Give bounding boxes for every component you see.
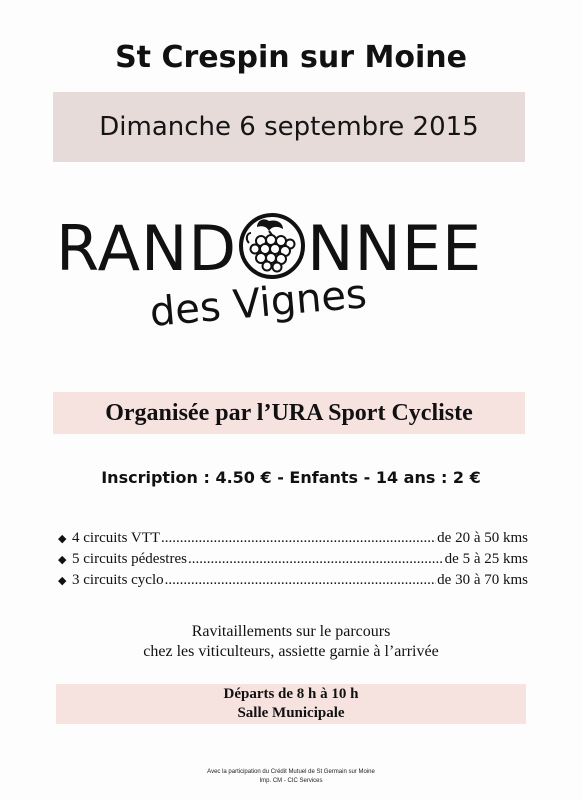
diamond-bullet-icon: ◆ — [58, 533, 67, 545]
list-item — [58, 530, 528, 551]
list-item — [58, 551, 528, 572]
diamond-bullet-icon: ◆ — [58, 575, 67, 587]
title-left: RAND — [56, 211, 238, 285]
dot-leader — [165, 572, 437, 589]
event-date: Dimanche 6 septembre 2015 — [99, 112, 479, 142]
dot-leader — [161, 530, 436, 547]
departure-banner — [56, 684, 526, 724]
event-title — [56, 205, 526, 285]
circuit-label: 3 circuits cyclo — [72, 572, 164, 588]
list-item — [58, 572, 528, 593]
circuit-range: de 20 à 50 kms — [437, 530, 528, 546]
departure-venue: Salle Municipale — [237, 705, 345, 721]
supply-line-2: chez les viticulteurs, assiette garnie à l’arrivée — [143, 643, 439, 660]
town-heading: St Crespin sur Moine — [115, 40, 467, 75]
supply-line-1: Ravitaillements sur le parcours — [191, 623, 391, 640]
grape-cluster-icon — [239, 213, 305, 279]
title-right: NNEE — [307, 211, 483, 285]
organizer-banner — [53, 392, 525, 434]
circuit-list — [58, 530, 528, 593]
sponsor-footer — [0, 768, 582, 786]
circuit-range: de 5 à 25 kms — [444, 551, 528, 567]
inscription-fees: Inscription : 4.50 € - Enfants - 14 ans : 2 € — [101, 468, 481, 487]
circuit-range: de 30 à 70 kms — [437, 572, 528, 588]
departure-time: Départs de 8 h à 10 h — [223, 686, 359, 702]
circuit-label: 4 circuits VTT — [72, 530, 161, 546]
event-subtitle: des Vignes — [147, 271, 369, 336]
diamond-bullet-icon: ◆ — [58, 554, 67, 566]
organizer-text: Organisée par l’URA Sport Cycliste — [105, 399, 473, 426]
footer-line-2: Imp. CM - CIC Services — [259, 778, 323, 784]
date-banner — [53, 92, 525, 162]
supply-info — [0, 622, 582, 662]
footer-line-1: Avec la participation du Crédit Mutuel de St Germain sur Moine — [207, 769, 375, 775]
dot-leader — [188, 551, 444, 568]
circuit-label: 5 circuits pédestres — [72, 551, 187, 567]
